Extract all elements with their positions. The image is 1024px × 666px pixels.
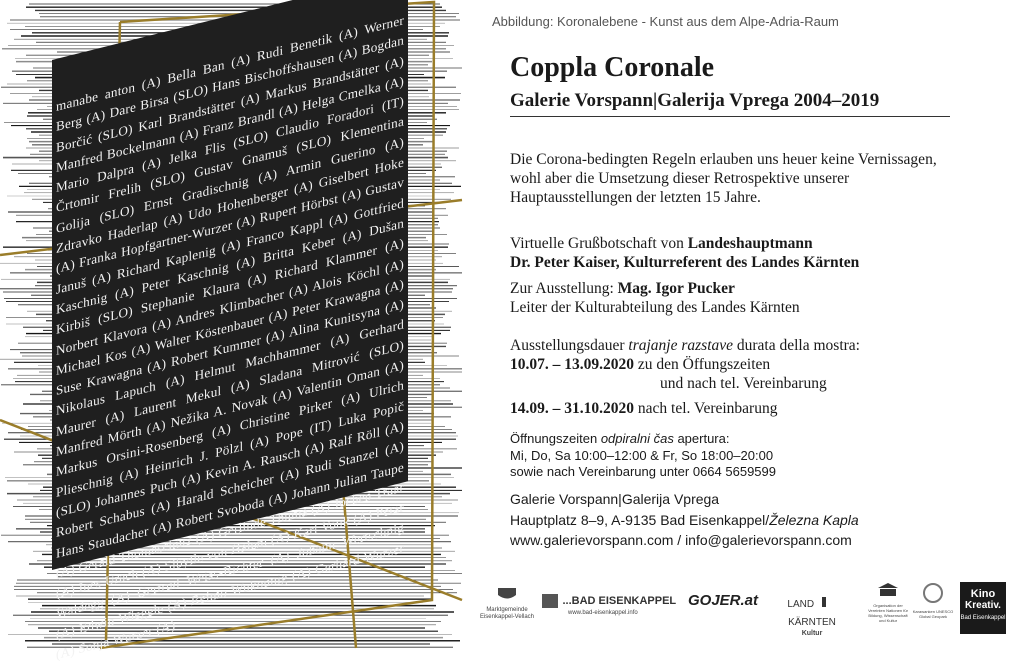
hours-label-it: apertura: — [673, 431, 730, 446]
logo-unesco-text: Organisation der Vereinten Nationen für Bildung, Wissenschaft und Kultur — [868, 603, 908, 623]
duration-block — [510, 336, 970, 393]
logo-unesco — [868, 582, 908, 623]
speaker-name: Mag. Igor Pucker — [617, 280, 735, 297]
period2-block — [510, 399, 970, 418]
logo-gojer-text: GOJER.at — [688, 592, 759, 609]
logo-kino-bottom: Bad Eisenkappel — [960, 615, 1006, 621]
duration-label-de: Ausstellungsdauer — [510, 337, 629, 354]
logo-kaernten-text: KÄRNTEN — [788, 617, 836, 628]
speaker-block — [510, 279, 970, 317]
logo-gojer — [688, 592, 758, 610]
logo-geopark — [910, 582, 956, 619]
gallery-street: Hauptplatz 8–9, A-9135 Bad Eisenkappel/ — [510, 511, 770, 528]
kaernten-mark-icon — [822, 597, 834, 607]
logo-kino-kreativ — [960, 582, 1006, 634]
speaker-role: Leiter der Kulturabteilung des Landes Kärnten — [510, 299, 800, 316]
logo-bad-eisenkappel-url: www.bad-eisenkappel.info — [568, 610, 638, 616]
speaker-prefix: Zur Ausstellung: — [510, 280, 618, 297]
coat-of-arms-icon — [496, 586, 518, 602]
hours-line2: sowie nach Vereinbarung unter 0664 5659599 — [510, 464, 776, 479]
geopark-circle-icon — [922, 582, 944, 604]
period2-text: nach tel. Vereinbarung — [634, 400, 778, 417]
logo-land-kaernten — [762, 594, 862, 637]
exhibition-subtitle: Galerie Vorspann|Galerija Vprega 2004–2019 — [510, 90, 950, 117]
logo-kino-mid: Kreativ. — [965, 600, 1001, 611]
intro-paragraph: Die Corona-bedingten Regeln erlauben uns heuer keine Vernissagen, wohl aber die Umsetzung dieser Retrospektive unserer Hauptausstellungen der letzten 15 Jahre. — [510, 151, 937, 206]
artwork-panel — [0, 0, 462, 663]
sponsor-logos — [470, 578, 1024, 648]
gallery-street-sl: Železna Kapla — [769, 511, 859, 528]
logo-eisenkappel-vellach — [476, 586, 538, 621]
logo-bad-eisenkappel-text: ...BAD EISENKAPPEL — [562, 594, 677, 607]
duration-label-it: durata della mostra: — [733, 337, 860, 354]
hours-line1: Mi, Do, Sa 10:00–12:00 & Fr, So 18:00–20:00 — [510, 447, 774, 463]
greeting-prefix: Virtuelle Grußbotschaft von — [510, 235, 688, 252]
image-caption: Abbildung: Koronalebene - Kunst aus dem Alpe-Adria-Raum — [492, 14, 839, 29]
gallery-web-link[interactable]: www.galerievorspann.com / info@galerievorspann.com — [510, 532, 852, 548]
address-block — [510, 489, 970, 551]
info-column — [470, 0, 1024, 648]
exhibition-title: Coppla Coronale — [510, 52, 715, 83]
gallery-name: Galerie Vorspann|Galerija Vprega — [510, 491, 720, 507]
logo-kino-top: Kino — [970, 588, 996, 600]
duration-label-sl: trajanje razstave — [628, 337, 734, 354]
bad-eisenkappel-badge-icon — [542, 594, 558, 608]
hours-label-de: Öffnungszeiten — [510, 431, 601, 446]
greeting-person: Dr. Peter Kaiser, Kulturreferent des Landes Kärnten — [510, 254, 860, 271]
opening-hours-block — [510, 431, 970, 481]
artist-names-panel — [52, 0, 408, 663]
artist-names-text: manabe anton (A) Bella Ban (A) Rudi Benetik (A) Werner Berg (A) Dare Birsa (SLO) Hans Bischoffshausen (A) Bogdan Borčić (SLO) Karl Brandstätter (A) Markus Brandstätter (A) Manfred Bockelmann (A) Franz Brandl (A) Helga Cmelka (A) Mario Dalpra (A) Jelka Flis (SLO) Claudio Foradori (IT) Črtomir Frelih (SLO) Gustav Gnamuš (SLO) Klementina Golija (SLO) Ernst Gradischnig (A) Armin Guerino (A) Zdravko Haderlap (A) Udo Hohenberger (A) Giselbert Hoke (A) Franka Hopfgartner-Wurzer (A) Rupert Hörbst (A) Gustav Januš (A) Richard Kaplenig (A) Franco Kappl (A) Gottfried Kaschnig (A) Peter Kaschnig (A) Britta Keber (A) Dušan Kirbiš (SLO) Stephanie Klaura (A) Richard Klammer (A) Norbert Klavora (A) Andres Klimbacher (A) Alois Köchl (A) Michael Kos (A) Walter Köstenbauer (A) Peter Krawagna (A) Suse Krawagna (A) Robert Kummer (A) Alina Kunitsyna (A) Nikolaus Lapuch (A) Helmut Machhammer (A) Gerhard Maurer (A) Laurent Mekul (A) Sladana Mitrović (SLO) Manfred Mörth (A) Nežika A. Novak (A) Valentin Oman (A) Markus Orsini-Rosenberg (A) Christine Pirker (A) Ulrich Plieschnig (A) Heinrich J. Pölzl (A) Pope (IT) Luka Popič (SLO) Johannes Puch (A) Kevin A. Rausch (A) Ralf Röll (A) Robert Schabus (A) Harald Scheicher (A) Rudi Stanzel (A) Hans Staudacher (A) Robert Svoboda (A) Johann Julian Taupe (A) Gerald Thomaschütz (A) Gerlinde Thuma (A) Jochen Traar (A) Ines Urach (A) Sibylle von Halem (A) Karl Vouk (A) Petar Waldegg (A) Gertrud Weiss-Richter (A) Johann Wertschnig (A) Edwin Wiegele (A) Reimo Wukounig (A) Gerhard Wurzer (A) Sonja Wurzer (A) — [56, 12, 404, 663]
greeting-title: Landeshauptmann — [687, 235, 813, 252]
period2-dates: 14.09. – 31.10.2020 — [510, 400, 634, 417]
logo-kultur-text: Kultur — [801, 630, 823, 637]
period1-text2: und nach tel. Vereinbarung — [660, 375, 827, 392]
logo-bad-eisenkappel — [542, 592, 682, 617]
greeting-block — [510, 234, 970, 272]
unesco-temple-icon — [877, 582, 899, 598]
logo-land-text: LAND — [787, 599, 815, 610]
logo-eisenkappel-vellach-text: Marktgemeinde Eisenkappel-Vellach — [479, 607, 535, 620]
logo-geopark-text: Karawanken UNESCO Global Geopark — [912, 609, 954, 619]
hours-label-sl: odpiralni čas — [600, 431, 674, 446]
period1-text: zu den Öffungszeiten — [634, 356, 771, 373]
period1-dates: 10.07. – 13.09.2020 — [510, 356, 634, 373]
